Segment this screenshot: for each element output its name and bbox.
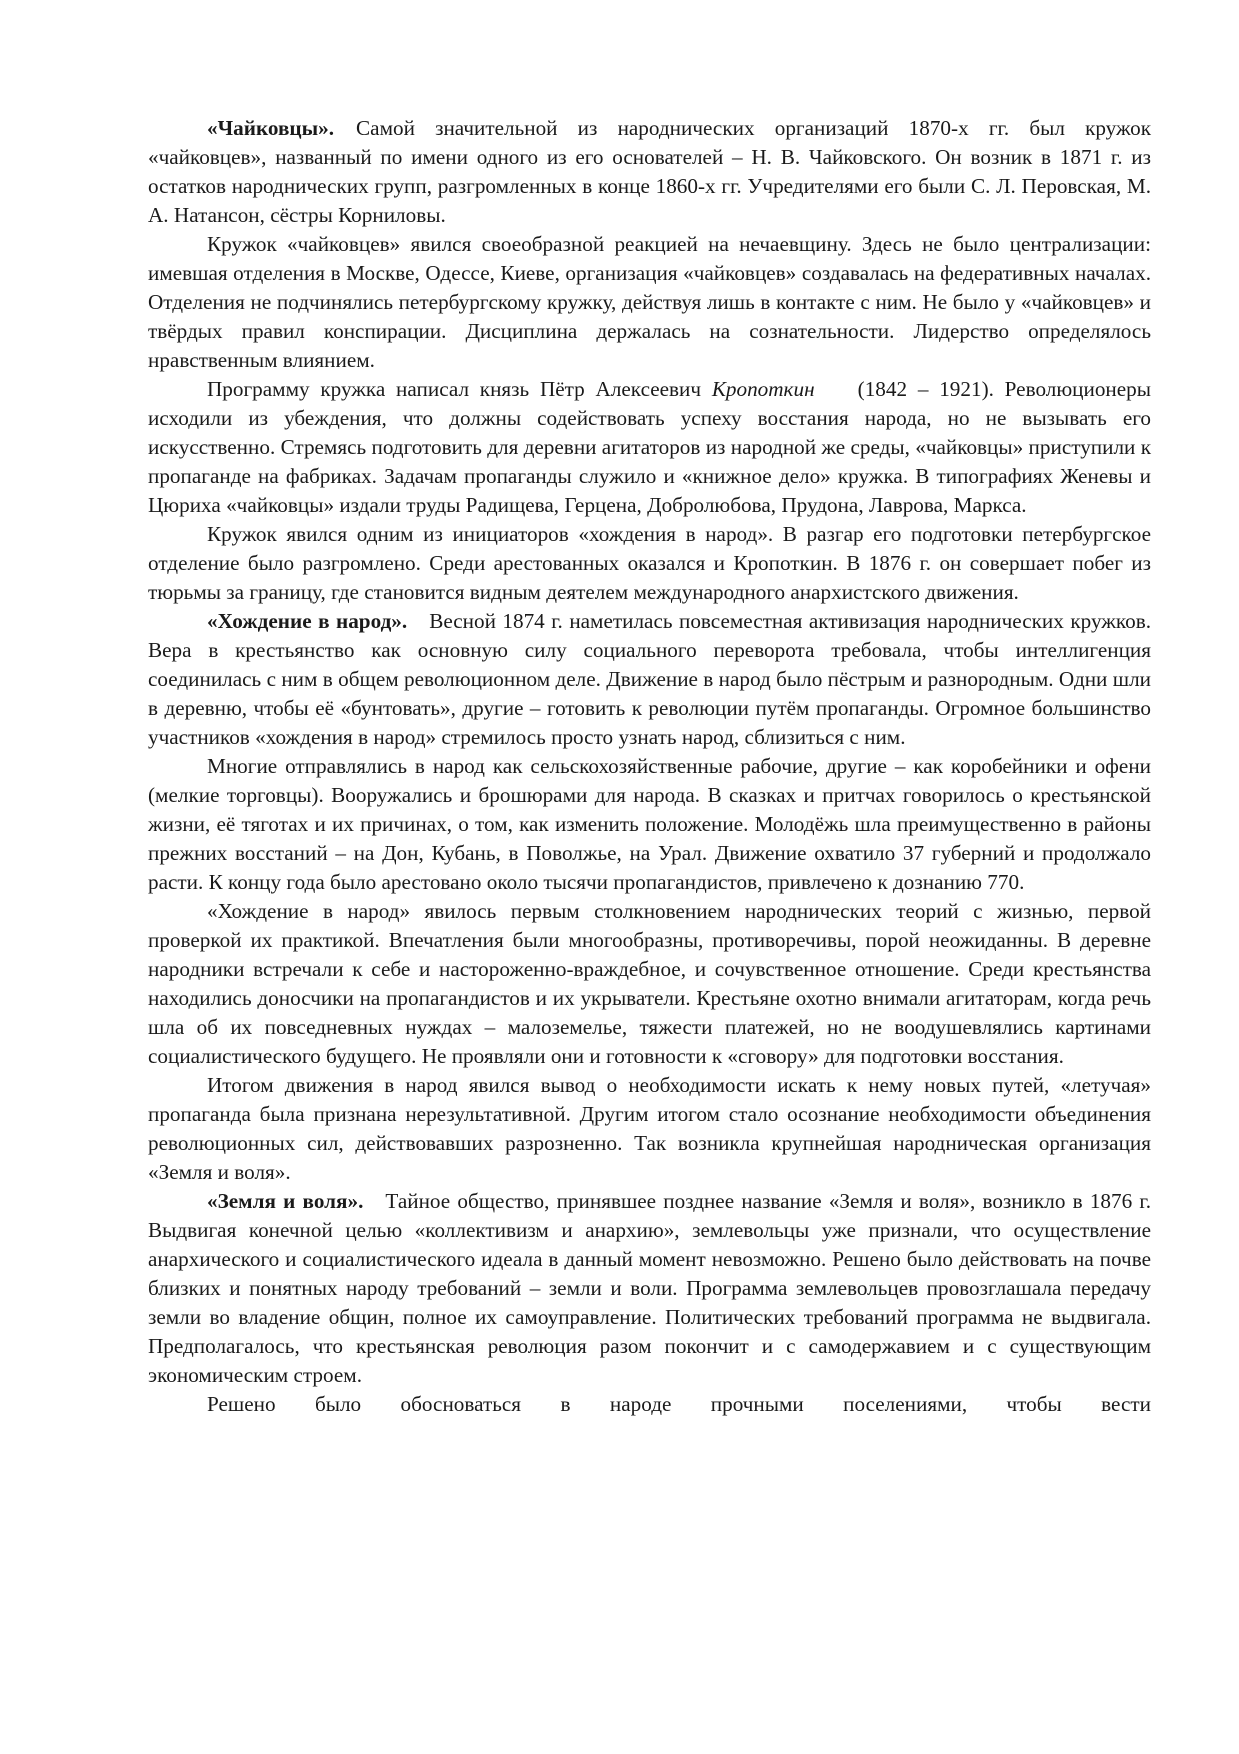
paragraph-chaikovtsy-initiators	[148, 520, 1151, 607]
paragraph-text: Многие отправлялись в народ как сельскохозяйственные рабочие, другие – как коробейники и офени (мелкие торговцы). Вооружались и брошюрами для народа. В сказках и притчах говорилось о крестьянской жизни, её тяготах и их причинах, о том, как изменить положение. Молодёжь шла преимущественно в районы прежних восстаний – на Дон, Кубань, в Поволжье, на Урал. Движение охватило 37 губерний и продолжало расти. К концу года было арестовано около тысячи пропагандистов, привлечено к дознанию 770.	[148, 754, 1151, 894]
paragraph-going-to-people-intro	[148, 607, 1151, 752]
paragraph-going-to-people-impressions	[148, 897, 1151, 1071]
paragraph-chaikovtsy-program	[148, 375, 1151, 520]
emphasized-name-kropotkin: Кропоткин	[711, 377, 815, 401]
section-heading-land-and-liberty: «Земля и воля».	[207, 1189, 364, 1213]
paragraph-chaikovtsy-organization	[148, 230, 1151, 375]
paragraph-land-and-liberty-intro	[148, 1187, 1151, 1390]
paragraph-going-to-people-participants	[148, 752, 1151, 897]
paragraph-text: Кружок явился одним из инициаторов «хождения в народ». В разгар его подготовки петербургское отделение было разгромлено. Среди арестованных оказался и Кропоткин. В 1876 г. он совершает побег из тюрьмы за границу, где становится видным деятелем международного анархистского движения.	[148, 522, 1151, 604]
section-heading-chaikovtsy: «Чайковцы».	[207, 116, 335, 140]
paragraph-text-after: (1842 – 1921). Революционеры исходили из убеждения, что должны содействовать успеху восстания народа, но не вызывать его искусственно. Стремясь подготовить для деревни агитаторов из народной же среды, «чайковцы» приступили к пропаганде на фабриках. Задачам пропаганды служило и «книжное дело» кружка. В типографиях Женевы и Цюриха «чайковцы» издали труды Радищева, Герцена, Добролюбова, Прудона, Лаврова, Маркса.	[148, 377, 1152, 517]
paragraph-text-before: Программу кружка написал князь Пётр Алексеевич	[207, 377, 702, 401]
paragraph-text: Тайное общество, принявшее позднее название «Земля и воля», возникло в 1876 г. Выдвигая конечной целью «коллективизм и анархию», землевольцы уже признали, что осуществление анархического и социалистического идеала в данный момент невозможно. Решено было действовать на почве близких и понятных народу требований – земли и воли. Программа землевольцев провозглашала передачу земли во владение общин, полное их самоуправление. Политических требований программа не выдвигала. Предполагалось, что крестьянская революция разом покончит и с самодержавием и с существующим экономическим строем.	[148, 1189, 1151, 1387]
paragraph-text: Решено было обосноваться в народе прочными поселениями, чтобы вести	[207, 1392, 1151, 1416]
paragraph-chaikovtsy-intro	[148, 114, 1151, 230]
section-heading-going-to-people: «Хождение в народ».	[207, 609, 408, 633]
document-page	[148, 114, 1151, 1419]
paragraph-land-and-liberty-settlements	[148, 1390, 1151, 1419]
paragraph-text: Весной 1874 г. наметилась повсеместная активизация народнических кружков. Вера в крестьянство как основную силу социального переворота требовала, чтобы интеллигенция соединилась с ним в общем революционном деле. Движение в народ было пёстрым и разнородным. Одни шли в деревню, чтобы её «бунтовать», другие – готовить к революции путём пропаганды. Огромное большинство участников «хождения в народ» стремилось просто узнать народ, сблизиться с ним.	[148, 609, 1152, 749]
paragraph-going-to-people-results	[148, 1071, 1151, 1187]
paragraph-text: Кружок «чайковцев» явился своеобразной реакцией на нечаевщину. Здесь не было централизации: имевшая отделения в Москве, Одессе, Киеве, организация «чайковцев» создавалась на федеративных началах. Отделения не подчинялись петербургскому кружку, действуя лишь в контакте с ним. Не было у «чайковцев» и твёрдых правил конспирации. Дисциплина держалась на сознательности. Лидерство определялось нравственным влиянием.	[148, 232, 1151, 372]
paragraph-text: «Хождение в народ» явилось первым столкновением народнических теорий с жизнью, первой проверкой их практикой. Впечатления были многообразны, противоречивы, порой неожиданны. В деревне народники встречали к себе и настороженно-враждебное, и сочувственное отношение. Среди крестьянства находились доносчики на пропагандистов и их укрыватели. Крестьяне охотно внимали агитаторам, когда речь шла об их повседневных нуждах – малоземелье, тяжести платежей, но не воодушевлялись картинами социалистического будущего. Не проявляли они и готовности к «сговору» для подготовки восстания.	[148, 899, 1151, 1068]
paragraph-text: Самой значительной из народнических организаций 1870-х гг. был кружок «чайковцев», названный по имени одного из его основателей – Н. В. Чайковского. Он возник в 1871 г. из остатков народнических групп, разгромленных в конце 1860-х гг. Учредителями его были С. Л. Перовская, М. А. Натансон, сёстры Корниловы.	[148, 116, 1151, 227]
paragraph-text: Итогом движения в народ явился вывод о необходимости искать к нему новых путей, «летучая» пропаганда была признана нерезультативной. Другим итогом стало осознание необходимости объединения революционных сил, действовавших разрозненно. Так возникла крупнейшая народническая организация «Земля и воля».	[148, 1073, 1151, 1184]
